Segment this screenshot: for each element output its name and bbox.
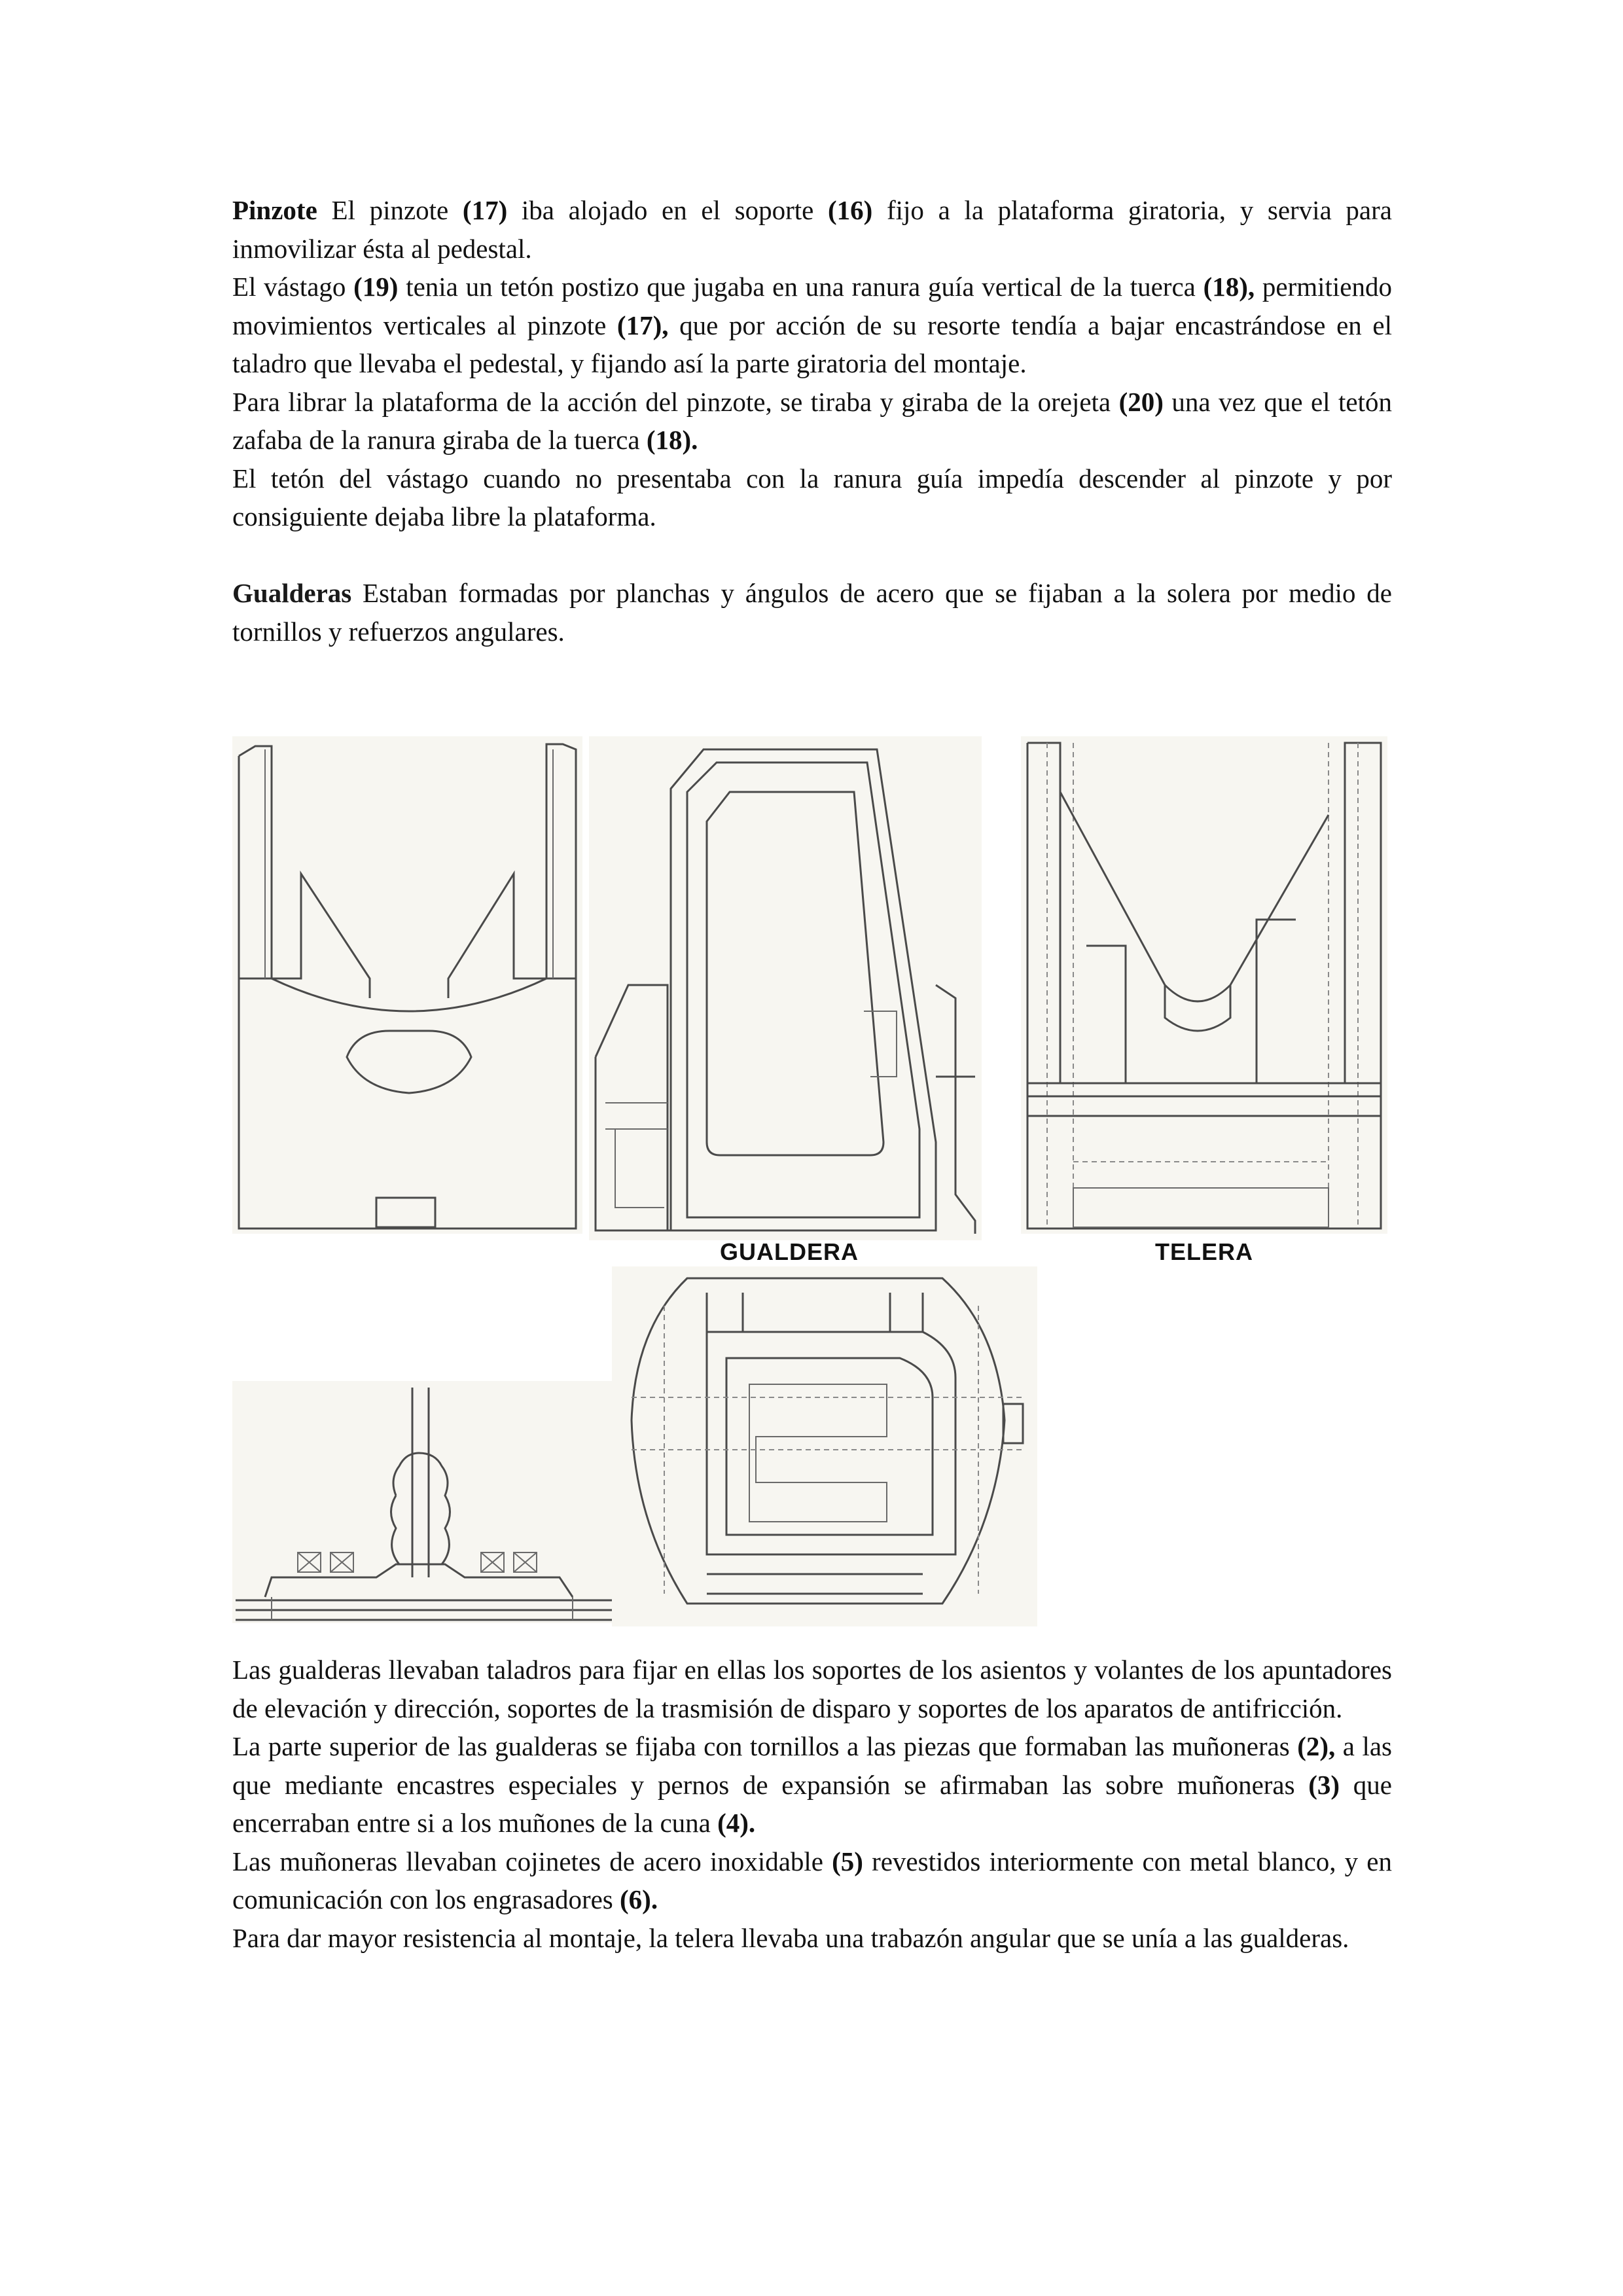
cuna-section-drawing [612,1266,1037,1626]
paragraph-pinzote-3: Para librar la plataforma de la acción del pinzote, se tiraba y giraba de la orejeta (20) una vez que el tetón zafaba de la ranura giraba de la tuerca (18). [232,386,1392,455]
paragraph-pinzote-1: Pinzote El pinzote (17) iba alojado en el soporte (16) fijo a la plataforma giratoria, y servia para inmovilizar ésta al pedestal. [232,195,1392,264]
text-block-top [232,191,1392,651]
sobremunonera-drawing [232,1381,615,1623]
heading-pinzote: Pinzote [232,195,317,225]
paragraph-gualderas-taladros: Las gualderas llevaban taladros para fijar en ellas los soportes de los asientos y volantes de los apuntadores de elevación y dirección, soportes de la trasmisión de disparo y soportes de los aparatos de antifricción. [232,1655,1392,1723]
paragraph-munoneras: La parte superior de las gualderas se fijaba con tornillos a las piezas que formaban las muñoneras (2), a las que mediante encastres especiales y pernos de expansión se afirmaban las sobre muñoneras (3) que encerraban entre si a los muñones de la cuna (4). [232,1731,1392,1838]
paragraph-spacer [232,536,1392,575]
paragraph-pinzote-2: El vástago (19) tenia un tetón postizo que jugaba en una ranura guía vertical de la tuerca (18), permitiendo movimientos verticales al pinzote (17), que por acción de su resorte tendía a bajar encastrándose en el taladro que llevaba el pedestal, y fijando así la parte giratoria del montaje. [232,272,1393,378]
paragraph-pinzote-4: El tetón del vástago cuando no presentaba con la ranura guía impedía descender al pinzote y por consiguiente dejaba libre la plataforma. [232,463,1392,531]
telera-front-drawing [1021,736,1387,1234]
paragraph-cojinetes: Las muñoneras llevaban cojinetes de acero inoxidable (5) revestidos interiormente con metal blanco, y en comunicación con los engrasadores (6). [232,1846,1392,1914]
paragraph-telera: Para dar mayor resistencia al montaje, la telera llevaba una trabazón angular que se unía a las gualderas. [232,1922,1349,1953]
caption-gualdera: GUALDERA [720,1238,859,1265]
heading-gualderas: Gualderas [232,578,352,608]
paragraph-gualderas: Gualderas Estaban formadas por planchas y ángulos de acero que se fijaban a la solera por medio de tornillos y refuerzos angulares. [232,578,1392,647]
text-block-bottom [232,1651,1392,1957]
gualdera-front-drawing [232,736,582,1234]
caption-telera: TELERA [1155,1238,1253,1265]
gualdera-side-drawing [589,736,982,1240]
